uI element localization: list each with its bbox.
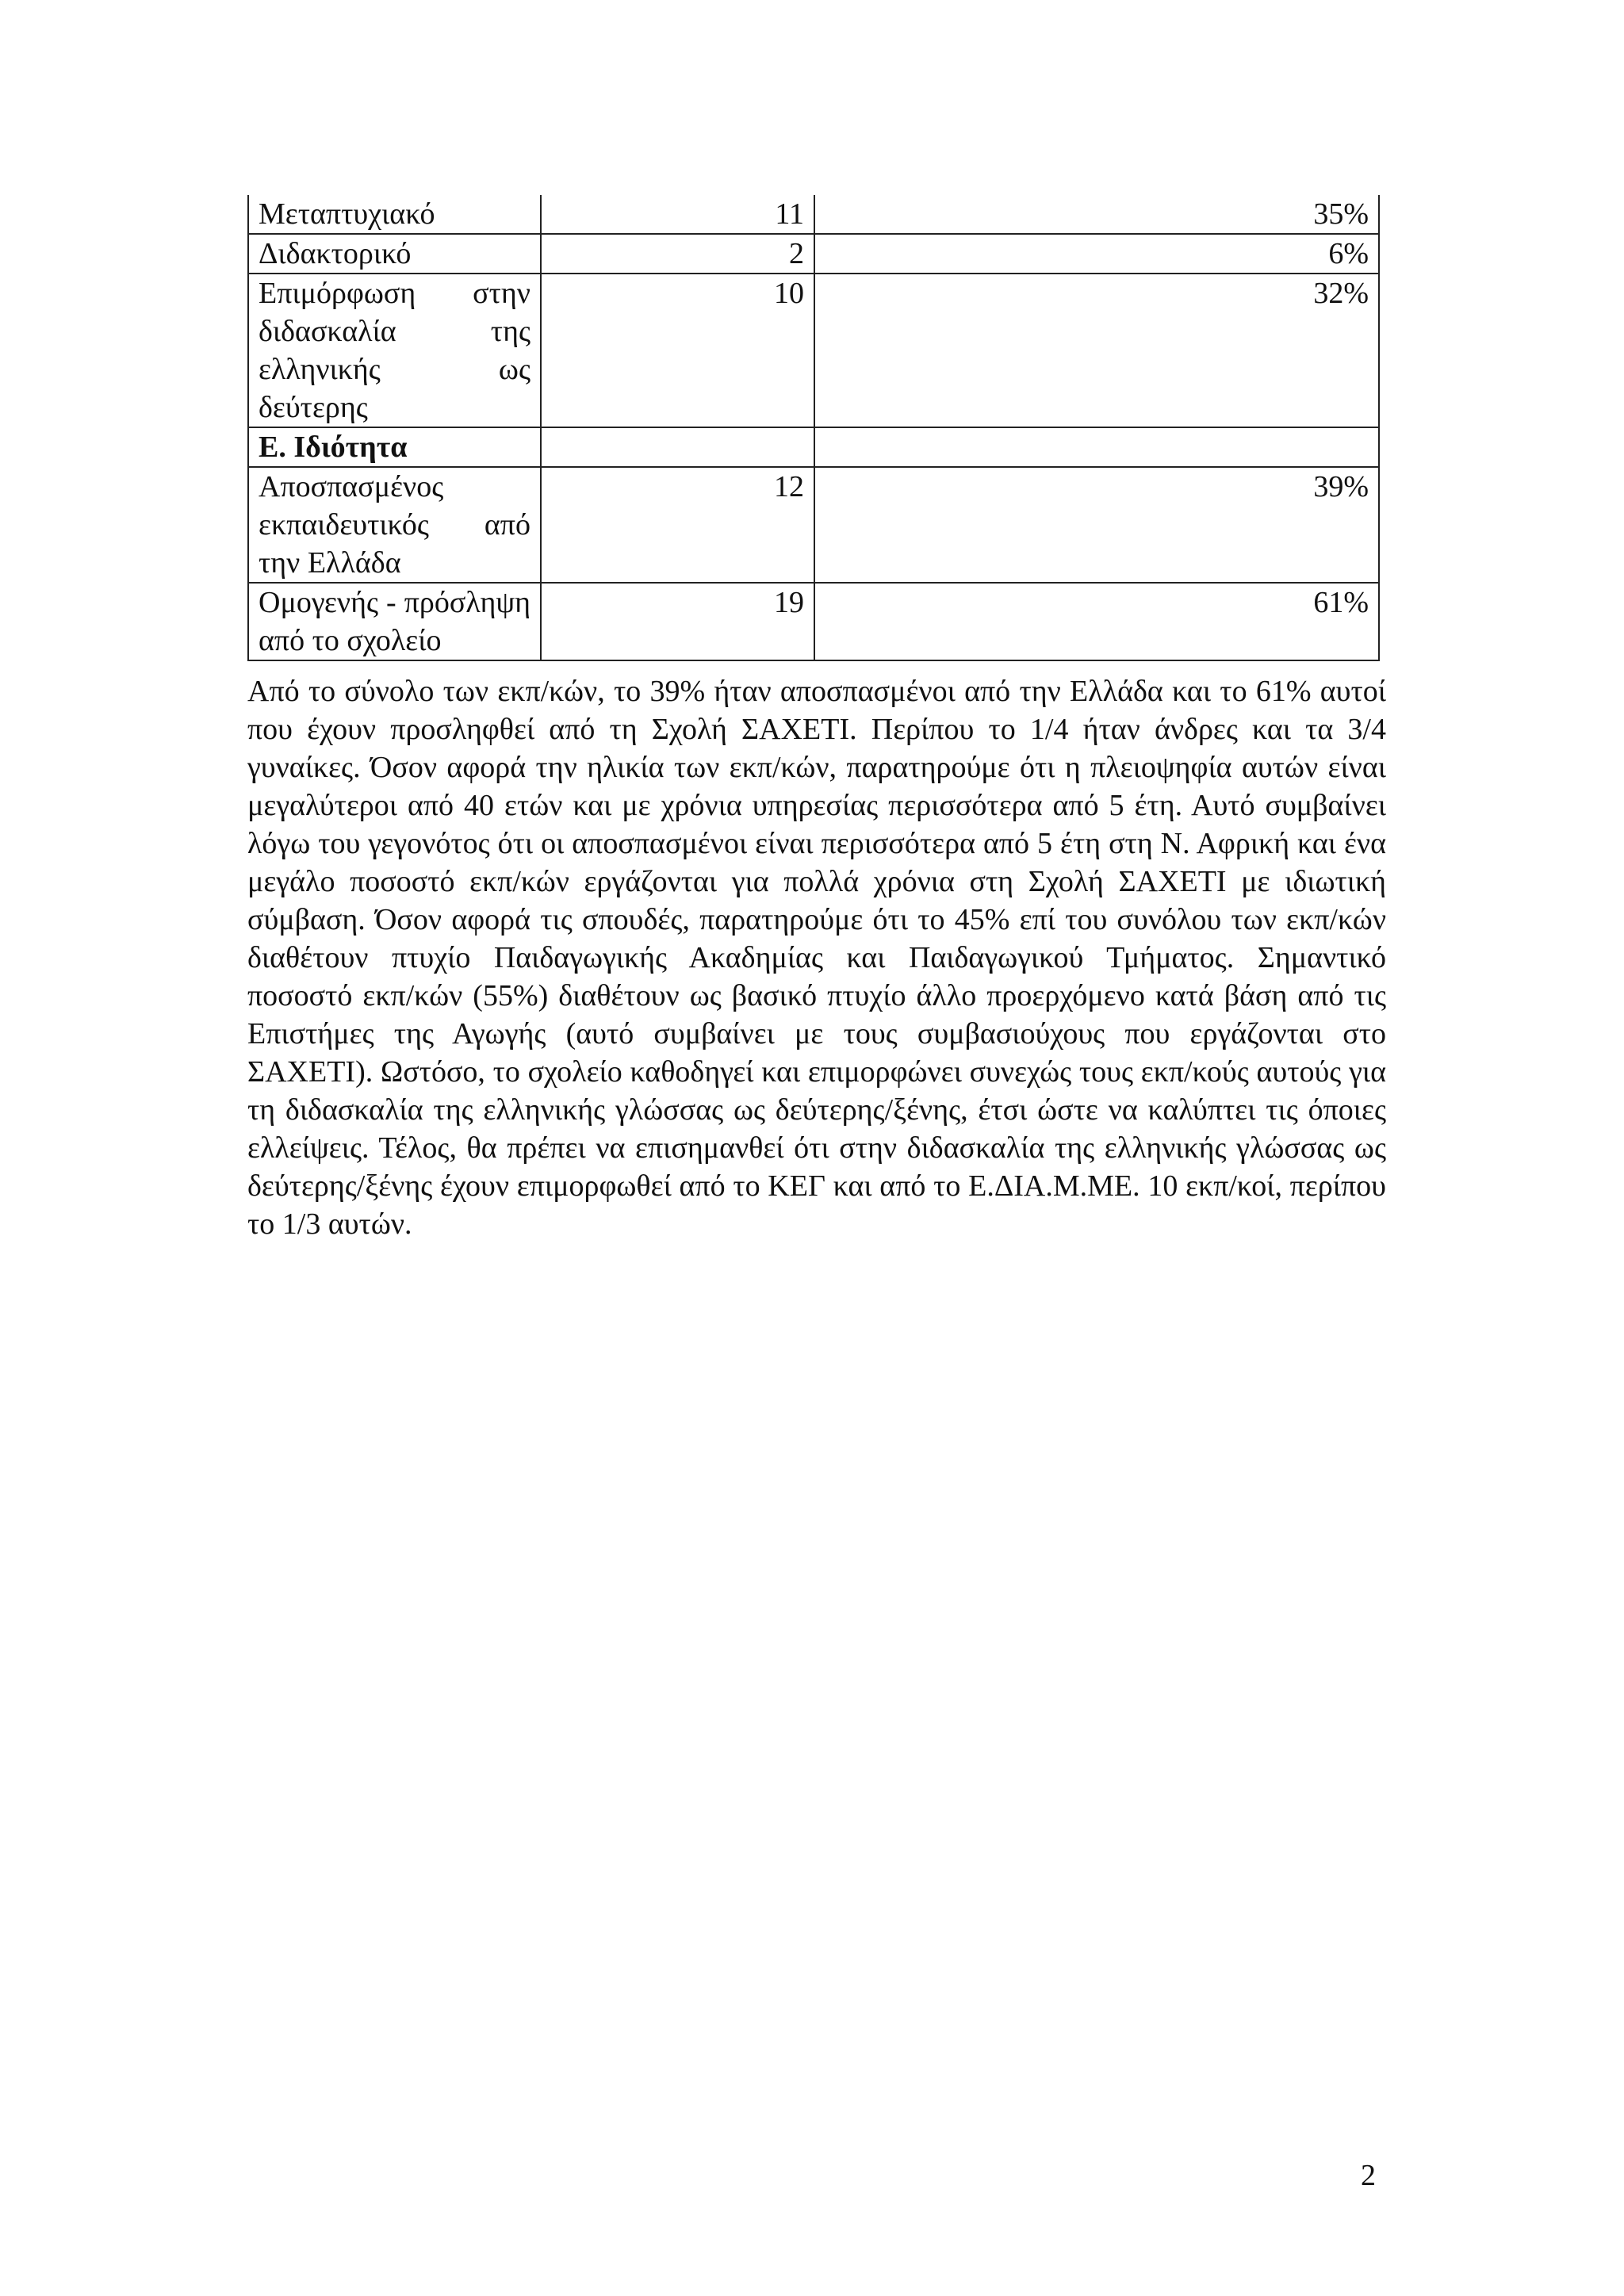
table-row	[248, 195, 1379, 234]
statistics-table	[247, 195, 1380, 661]
row-percent: 61%	[814, 583, 1379, 660]
row-label: Επιμόρφωση στην διδασκαλία της ελληνικής ως δεύτερης	[248, 274, 541, 427]
row-percent: 39%	[814, 467, 1379, 583]
row-count: 10	[541, 274, 814, 427]
body-paragraph: Από το σύνολο των εκπ/κών, το 39% ήταν αποσπασμένοι από την Ελλάδα και το 61% αυτοί που έχουν προσληφθεί από τη Σχολή ΣΑΧΕΤΙ. Περίπου το 1/4 ήταν άνδρες και τα 3/4 γυναίκες. Όσον αφορά την ηλικία των εκπ/κών, παρατηρούμε ότι η πλειοψηφία αυτών είναι μεγαλύτεροι από 40 ετών και με χρόνια υπηρεσίας περισσότερα από 5 έτη. Αυτό συμβαίνει λόγω του γεγονότος ότι οι αποσπασμένοι είναι περισσότερα από 5 έτη στη Ν. Αφρική και ένα μεγάλο ποσοστό εκπ/κών εργάζονται για πολλά χρόνια στη Σχολή ΣΑΧΕΤΙ με ιδιωτική σύμβαση. Όσον αφορά τις σπουδές, παρατηρούμε ότι το 45% επί του συνόλου των εκπ/κών διαθέτουν πτυχίο Παιδαγωγικής Ακαδημίας και Παιδαγωγικού Τμήματος. Σημαντικό ποσοστό εκπ/κών (55%) διαθέτουν ως βασικό πτυχίο άλλο προερχόμενο κατά βάση από τις Επιστήμες της Αγωγής (αυτό συμβαίνει με τους συμβασιούχους που εργάζονται στο ΣΑΧΕΤΙ). Ωστόσο, το σχολείο καθοδηγεί και επιμορφώνει συνεχώς τους εκπ/κούς αυτούς για τη διδασκαλία της ελληνικής γλώσσας ως δεύτερης/ξένης, έτσι ώστε να καλύπτει τις όποιες ελλείψεις. Τέλος, θα πρέπει να επισημανθεί ότι στην διδασκαλία της ελληνικής γλώσσας ως δεύτερης/ξένης έχουν επιμορφωθεί από το ΚΕΓ και από το Ε.ΔΙΑ.Μ.ΜΕ. 10 εκπ/κοί, περίπου το 1/3 αυτών.	[247, 675, 1386, 1241]
row-count: 2	[541, 234, 814, 274]
table-row	[248, 583, 1379, 660]
row-label: Μεταπτυχιακό	[248, 195, 541, 234]
table-section-row	[248, 427, 1379, 467]
row-label: Ομογενής - πρόσληψη από το σχολείο	[248, 583, 541, 660]
table-row	[248, 274, 1379, 427]
row-percent: 35%	[814, 195, 1379, 234]
row-count: 12	[541, 467, 814, 583]
row-count: 19	[541, 583, 814, 660]
row-label: Διδακτορικό	[248, 234, 541, 274]
section-heading: Ε. Ιδιότητα	[248, 427, 541, 467]
table-row	[248, 467, 1379, 583]
row-count: 11	[541, 195, 814, 234]
table-row	[248, 234, 1379, 274]
page-number: 2	[1361, 2159, 1376, 2192]
row-label: Αποσπασμένος εκπαιδευτικός από την Ελλάδα	[248, 467, 541, 583]
row-percent: 32%	[814, 274, 1379, 427]
row-percent	[814, 427, 1379, 467]
row-count	[541, 427, 814, 467]
page-content	[247, 195, 1386, 1273]
row-percent: 6%	[814, 234, 1379, 274]
